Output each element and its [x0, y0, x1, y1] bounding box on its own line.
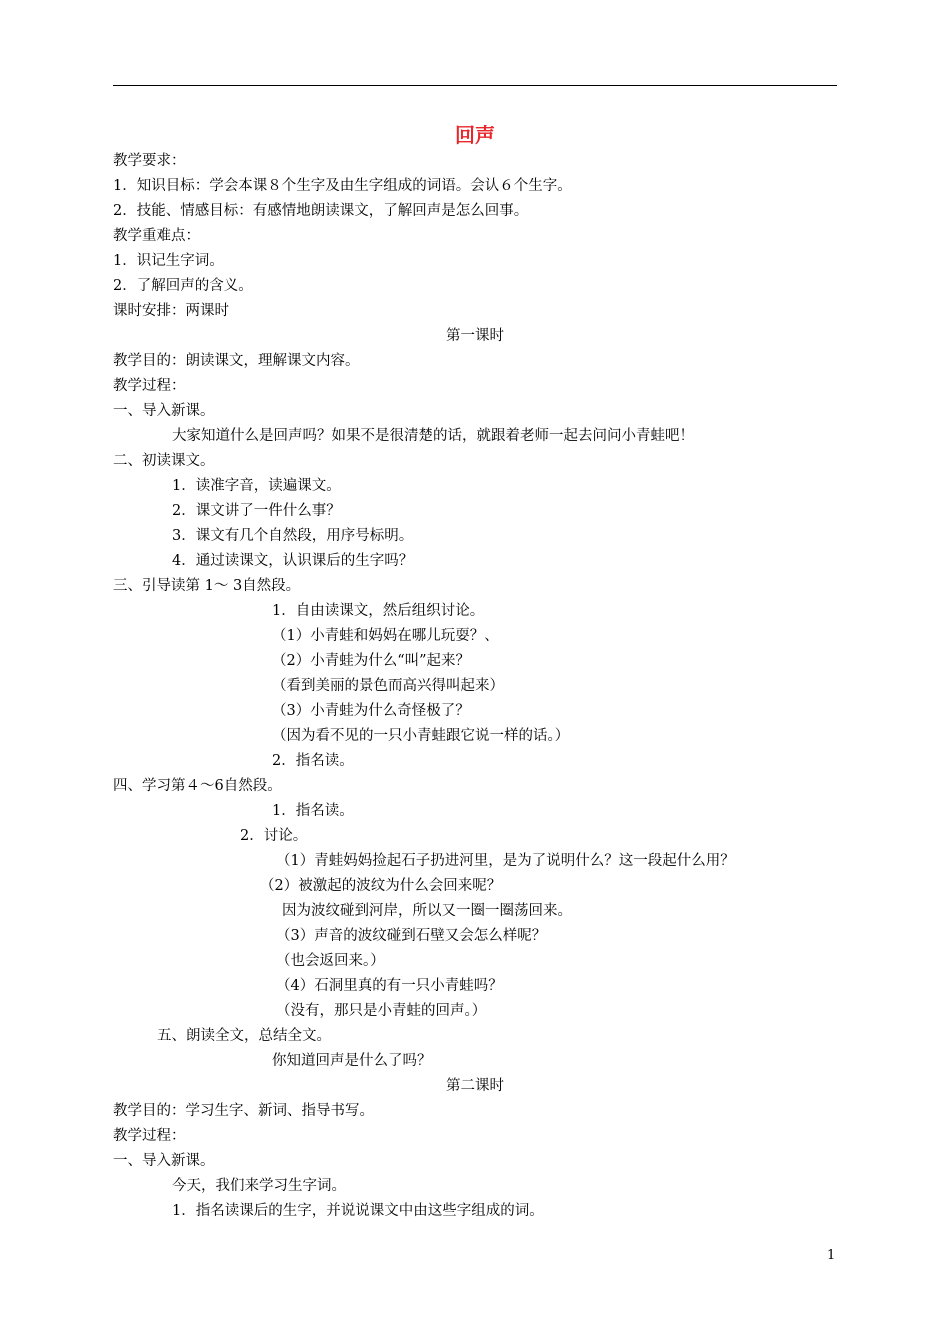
- text-line: 教学重难点：: [113, 228, 200, 244]
- text-line: （因为看不见的一只小青蛙跟它说一样的话。）: [272, 728, 570, 744]
- text-line: 教学目的：朗读课文，理解课文内容。: [113, 353, 360, 369]
- text-line: 教学过程：: [113, 378, 186, 394]
- text-line: 大家知道什么是回声吗？如果不是很清楚的话，就跟着老师一起去问问小青蛙吧！: [172, 428, 694, 444]
- text-line: 2．技能、情感目标：有感情地朗读课文，了解回声是怎么回事。: [113, 203, 529, 219]
- text-line: （也会返回来。）: [276, 953, 385, 969]
- text-line: 你知道回声是什么了吗？: [272, 1053, 432, 1069]
- page-number: 1: [827, 1248, 836, 1263]
- text-line: 三、引导读第 1～ 3自然段。: [113, 578, 301, 594]
- text-line: 3．课文有几个自然段，用序号标明。: [172, 528, 414, 544]
- text-line: （1）小青蛙和妈妈在哪儿玩耍？、: [272, 628, 499, 644]
- text-line: 一、导入新课。: [113, 1153, 215, 1169]
- text-line: 课时安排：两课时: [113, 303, 229, 319]
- text-line: （3）声音的波纹碰到石壁又会怎么样呢？: [276, 928, 547, 944]
- text-line: （看到美丽的景色而高兴得叫起来）: [272, 678, 504, 694]
- text-line: 1．自由读课文，然后组织讨论。: [272, 603, 485, 619]
- text-line: 2．指名读。: [272, 753, 354, 769]
- text-line: （2）被激起的波纹为什么会回来呢？: [260, 878, 502, 894]
- section-heading: 第二课时: [446, 1078, 504, 1094]
- text-line: （4）石洞里真的有一只小青蛙吗？: [276, 978, 503, 994]
- text-line: 2．课文讲了一件什么事？: [172, 503, 341, 519]
- document-title: 回声: [455, 123, 495, 147]
- text-line: 1．知识目标：学会本课８个生字及由生字组成的词语。会认６个生字。: [113, 178, 572, 194]
- text-line: （1）青蛙妈妈捡起石子扔进河里，是为了说明什么？这一段起什么用？: [276, 853, 735, 869]
- text-line: 教学要求：: [113, 153, 186, 169]
- text-line: （2）小青蛙为什么“叫”起来？: [272, 653, 471, 669]
- text-line: 1．指名读课后的生字，并说说课文中由这些字组成的词。: [172, 1203, 544, 1219]
- text-line: 教学目的：学习生字、新词、指导书写。: [113, 1103, 374, 1119]
- text-line: 教学过程：: [113, 1128, 186, 1144]
- text-line: 1．指名读。: [272, 803, 354, 819]
- text-line: 1．读准字音，读遍课文。: [172, 478, 341, 494]
- text-line: 因为波纹碰到河岸，所以又一圈一圈荡回来。: [282, 903, 572, 919]
- text-line: 4．通过读课文，认识课后的生字吗？: [172, 553, 414, 569]
- section-heading: 第一课时: [446, 328, 504, 344]
- text-line: 2．讨论。: [240, 828, 308, 844]
- text-line: （3）小青蛙为什么奇怪极了？: [272, 703, 470, 719]
- text-line: 1．识记生字词。: [113, 253, 224, 269]
- text-line: 四、学习第４～6自然段。: [113, 778, 282, 794]
- text-line: 二、初读课文。: [113, 453, 215, 469]
- text-line: 五、朗读全文，总结全文。: [157, 1028, 331, 1044]
- text-line: 2．了解回声的含义。: [113, 278, 253, 294]
- text-line: 一、导入新课。: [113, 403, 215, 419]
- text-line: （没有，那只是小青蛙的回声。）: [276, 1003, 487, 1019]
- text-line: 今天，我们来学习生字词。: [172, 1178, 346, 1194]
- header-rule: [113, 85, 837, 86]
